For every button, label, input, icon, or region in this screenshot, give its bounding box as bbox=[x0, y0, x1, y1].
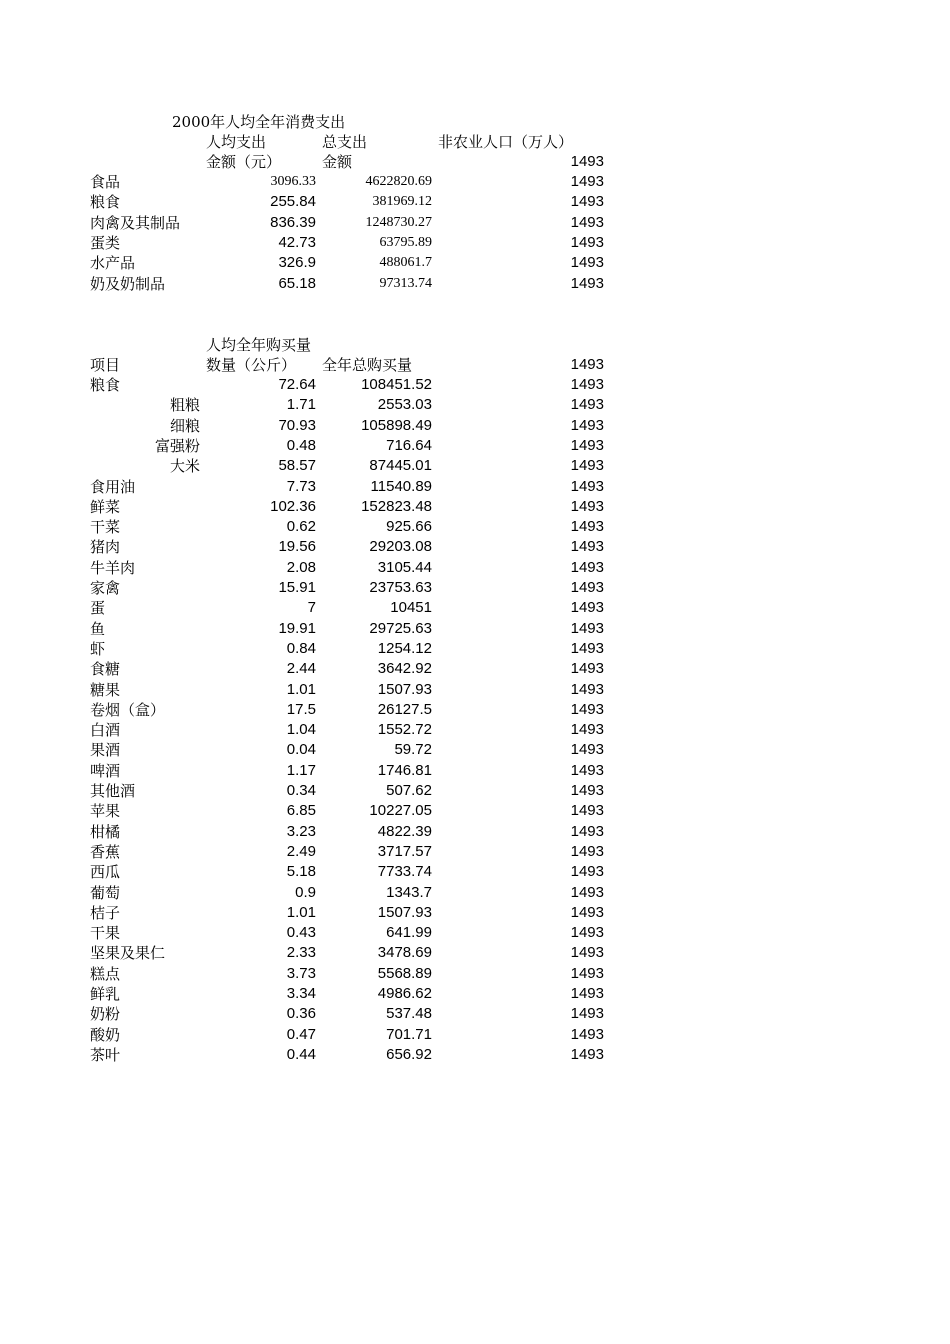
purchase-quantity-value: 19.91 bbox=[278, 619, 316, 637]
purchase-total-value: 29203.08 bbox=[369, 538, 432, 556]
expense-total-value: 4622820.69 bbox=[365, 174, 432, 189]
population-value: 1493 bbox=[570, 822, 604, 840]
expense-item-label: 粮食 bbox=[90, 193, 121, 212]
purchase-item-label: 食糖 bbox=[90, 660, 121, 679]
purchase-total-value: 641.99 bbox=[386, 924, 432, 942]
population-value: 1493 bbox=[570, 233, 604, 251]
expense-per-capita-value: 836.39 bbox=[270, 213, 316, 231]
purchase-total-value: 5568.89 bbox=[377, 964, 432, 982]
population-value: 1493 bbox=[570, 436, 604, 454]
expense-item-label: 奶及奶制品 bbox=[90, 274, 166, 293]
population-value: 1493 bbox=[570, 782, 604, 799]
purchase-quantity-value: 3.23 bbox=[286, 822, 316, 840]
population-value: 1493 bbox=[570, 802, 604, 820]
purchase-quantity-value: 1.01 bbox=[286, 680, 316, 698]
population-value: 1493 bbox=[570, 680, 604, 698]
header-amount-yuan: 金额（元） bbox=[206, 153, 282, 171]
purchase-item-label: 猪肉 bbox=[90, 538, 121, 557]
population-value: 1493 bbox=[570, 639, 604, 657]
purchase-quantity-value: 7 bbox=[307, 599, 316, 617]
purchase-total-value: 26127.5 bbox=[377, 700, 432, 718]
purchase-item-label: 食用油 bbox=[90, 477, 136, 496]
population-value: 1493 bbox=[570, 254, 604, 272]
purchase-total-value: 1552.72 bbox=[377, 721, 432, 739]
purchase-item-label: 虾 bbox=[90, 639, 106, 658]
population-value: 1493 bbox=[570, 579, 604, 596]
expense-item-label: 水产品 bbox=[90, 254, 136, 273]
purchase-item-label: 白酒 bbox=[90, 721, 121, 740]
expense-per-capita-value: 65.18 bbox=[278, 274, 316, 292]
expense-per-capita-value: 326.9 bbox=[278, 254, 316, 272]
purchase-total-value: 656.92 bbox=[386, 1045, 432, 1063]
purchase-quantity-value: 1.17 bbox=[286, 761, 316, 779]
purchase-item-label: 干菜 bbox=[90, 518, 121, 537]
purchase-total-value: 716.64 bbox=[386, 436, 432, 454]
purchase-total-value: 3717.57 bbox=[377, 842, 432, 860]
purchase-quantity-value: 58.57 bbox=[278, 457, 316, 475]
population-value: 1493 bbox=[570, 619, 604, 637]
purchase-quantity-value: 0.62 bbox=[286, 518, 316, 536]
purchase-item-label: 粮食 bbox=[90, 376, 121, 394]
purchase-quantity-value: 70.93 bbox=[278, 416, 316, 434]
purchase-total-value: 701.71 bbox=[386, 1025, 432, 1043]
purchase-item-label: 啤酒 bbox=[90, 761, 121, 780]
purchase-total-value: 3478.69 bbox=[377, 944, 432, 962]
purchase-total-value: 1507.93 bbox=[377, 680, 432, 698]
purchase-total-value: 507.62 bbox=[386, 782, 432, 799]
population-value: 1493 bbox=[570, 842, 604, 860]
population-value: 1493 bbox=[570, 761, 604, 779]
purchase-total-value: 87445.01 bbox=[369, 457, 432, 475]
population-value: 1493 bbox=[570, 558, 604, 576]
purchase-quantity-value: 17.5 bbox=[286, 700, 316, 718]
population-value: 1493 bbox=[570, 173, 604, 190]
purchase-quantity-value: 0.84 bbox=[286, 639, 316, 657]
purchase-item-label: 牛羊肉 bbox=[90, 558, 136, 577]
purchase-item-label: 果酒 bbox=[90, 741, 121, 760]
purchase-item-label: 鲜菜 bbox=[90, 497, 121, 516]
purchase-item-label: 细粮 bbox=[169, 416, 200, 435]
purchase-quantity-value: 0.44 bbox=[286, 1045, 316, 1063]
purchase-item-label: 其他酒 bbox=[90, 782, 136, 800]
population-value: 1493 bbox=[570, 660, 604, 678]
section1-title: 2000年人均全年消费支出 bbox=[172, 113, 346, 131]
purchase-total-value: 925.66 bbox=[386, 518, 432, 536]
purchase-total-value: 3642.92 bbox=[377, 660, 432, 678]
purchase-quantity-value: 3.73 bbox=[286, 964, 316, 982]
population-value: 1493 bbox=[570, 599, 604, 617]
expense-total-value: 63795.89 bbox=[379, 234, 432, 250]
purchase-total-value: 1746.81 bbox=[377, 761, 432, 779]
purchase-total-value: 2553.03 bbox=[377, 396, 432, 414]
purchase-total-value: 152823.48 bbox=[361, 497, 432, 515]
purchase-quantity-value: 0.47 bbox=[286, 1025, 316, 1043]
purchase-item-label: 坚果及果仁 bbox=[90, 944, 166, 963]
purchase-total-value: 1254.12 bbox=[377, 639, 432, 657]
population-value: 1493 bbox=[570, 863, 604, 881]
purchase-quantity-value: 0.9 bbox=[295, 883, 316, 901]
purchase-item-label: 糕点 bbox=[90, 964, 121, 983]
purchase-item-label: 茶叶 bbox=[90, 1045, 121, 1064]
purchase-total-value: 1343.7 bbox=[386, 883, 432, 901]
population-value: 1493 bbox=[570, 1005, 604, 1023]
purchase-total-value: 4822.39 bbox=[377, 822, 432, 840]
purchase-total-value: 7733.74 bbox=[377, 863, 432, 881]
expense-total-value: 488061.7 bbox=[379, 255, 432, 271]
expense-total-value: 1248730.27 bbox=[365, 214, 432, 230]
purchase-item-label: 蛋 bbox=[90, 599, 106, 618]
population-value: 1493 bbox=[570, 903, 604, 921]
population-value: 1493 bbox=[570, 497, 604, 515]
purchase-quantity-value: 2.44 bbox=[286, 660, 316, 678]
purchase-total-value: 11540.89 bbox=[370, 477, 432, 495]
purchase-item-label: 柑橘 bbox=[90, 822, 121, 841]
population-value: 1493 bbox=[570, 193, 604, 211]
header-per-capita: 人均支出 bbox=[206, 133, 267, 151]
header-annual-total: 全年总购买量 bbox=[322, 356, 413, 374]
header-population-value-2: 1493 bbox=[570, 356, 604, 373]
purchase-quantity-value: 7.73 bbox=[286, 477, 316, 495]
purchase-total-value: 1507.93 bbox=[377, 903, 432, 921]
header-amount: 金额 bbox=[322, 153, 353, 171]
population-value: 1493 bbox=[570, 944, 604, 962]
population-value: 1493 bbox=[570, 924, 604, 942]
expense-per-capita-value: 255.84 bbox=[270, 193, 316, 211]
expense-per-capita-value: 3096.33 bbox=[270, 174, 316, 189]
purchase-item-label: 西瓜 bbox=[90, 863, 121, 882]
purchase-item-label: 糖果 bbox=[90, 680, 121, 699]
population-value: 1493 bbox=[570, 741, 604, 759]
purchase-quantity-value: 2.49 bbox=[286, 842, 316, 860]
purchase-total-value: 537.48 bbox=[386, 1005, 432, 1023]
purchase-quantity-value: 102.36 bbox=[270, 497, 316, 515]
population-value: 1493 bbox=[570, 1025, 604, 1043]
purchase-quantity-value: 1.01 bbox=[286, 903, 316, 921]
population-value: 1493 bbox=[570, 700, 604, 718]
expense-per-capita-value: 42.73 bbox=[278, 233, 316, 251]
purchase-quantity-value: 0.48 bbox=[286, 436, 316, 454]
purchase-quantity-value: 5.18 bbox=[286, 863, 316, 881]
purchase-quantity-value: 1.04 bbox=[286, 721, 316, 739]
population-value: 1493 bbox=[570, 1045, 604, 1063]
population-value: 1493 bbox=[570, 396, 604, 414]
purchase-quantity-value: 19.56 bbox=[278, 538, 316, 556]
purchase-total-value: 59.72 bbox=[394, 741, 432, 759]
purchase-item-label: 鱼 bbox=[90, 619, 106, 638]
purchase-item-label: 粗粮 bbox=[169, 396, 200, 415]
header-item: 项目 bbox=[90, 356, 121, 374]
population-value: 1493 bbox=[570, 213, 604, 231]
population-value: 1493 bbox=[570, 721, 604, 739]
purchase-item-label: 苹果 bbox=[90, 802, 121, 821]
purchase-total-value: 3105.44 bbox=[377, 558, 432, 576]
purchase-quantity-value: 1.71 bbox=[286, 396, 316, 414]
header-total: 总支出 bbox=[322, 133, 368, 151]
population-value: 1493 bbox=[570, 883, 604, 901]
purchase-item-label: 卷烟（盒） bbox=[90, 700, 166, 719]
expense-item-label: 蛋类 bbox=[90, 233, 121, 252]
purchase-quantity-value: 0.43 bbox=[286, 924, 316, 942]
purchase-item-label: 鲜乳 bbox=[90, 985, 121, 1003]
purchase-quantity-value: 0.34 bbox=[286, 782, 316, 799]
purchase-item-label: 桔子 bbox=[90, 903, 121, 922]
purchase-quantity-value: 2.08 bbox=[286, 558, 316, 576]
purchase-item-label: 奶粉 bbox=[90, 1005, 121, 1024]
purchase-quantity-value: 3.34 bbox=[286, 985, 316, 1002]
purchase-item-label: 大米 bbox=[169, 457, 200, 476]
expense-total-value: 381969.12 bbox=[372, 194, 432, 210]
purchase-quantity-value: 72.64 bbox=[278, 376, 316, 393]
population-value: 1493 bbox=[570, 964, 604, 982]
header-quantity: 数量（公斤） bbox=[206, 356, 297, 374]
header-population: 非农业人口（万人） bbox=[438, 133, 574, 151]
purchase-total-value: 105898.49 bbox=[361, 416, 432, 434]
population-value: 1493 bbox=[570, 538, 604, 556]
purchase-total-value: 10451 bbox=[390, 599, 432, 617]
population-value: 1493 bbox=[570, 457, 604, 475]
expense-item-label: 食品 bbox=[90, 173, 121, 191]
expense-item-label: 肉禽及其制品 bbox=[90, 213, 181, 232]
population-value: 1493 bbox=[570, 274, 604, 292]
population-value: 1493 bbox=[570, 985, 604, 1002]
purchase-total-value: 23753.63 bbox=[369, 579, 432, 596]
purchase-total-value: 108451.52 bbox=[361, 376, 432, 393]
purchase-item-label: 葡萄 bbox=[90, 883, 121, 902]
header-population-value: 1493 bbox=[570, 153, 604, 170]
purchase-item-label: 香蕉 bbox=[90, 842, 121, 861]
population-value: 1493 bbox=[570, 477, 604, 495]
section2-title: 人均全年购买量 bbox=[206, 336, 312, 354]
expense-total-value: 97313.74 bbox=[379, 275, 432, 291]
purchase-quantity-value: 0.36 bbox=[286, 1005, 316, 1023]
purchase-item-label: 富强粉 bbox=[154, 436, 200, 455]
purchase-item-label: 家禽 bbox=[90, 579, 121, 597]
purchase-quantity-value: 6.85 bbox=[286, 802, 316, 820]
purchase-item-label: 酸奶 bbox=[90, 1025, 121, 1044]
population-value: 1493 bbox=[570, 416, 604, 434]
purchase-total-value: 4986.62 bbox=[377, 985, 432, 1002]
purchase-quantity-value: 2.33 bbox=[286, 944, 316, 962]
purchase-quantity-value: 15.91 bbox=[278, 579, 316, 596]
purchase-total-value: 29725.63 bbox=[369, 619, 432, 637]
purchase-total-value: 10227.05 bbox=[369, 802, 432, 820]
purchase-item-label: 干果 bbox=[90, 924, 121, 943]
purchase-quantity-value: 0.04 bbox=[286, 741, 316, 759]
population-value: 1493 bbox=[570, 376, 604, 393]
population-value: 1493 bbox=[570, 518, 604, 536]
